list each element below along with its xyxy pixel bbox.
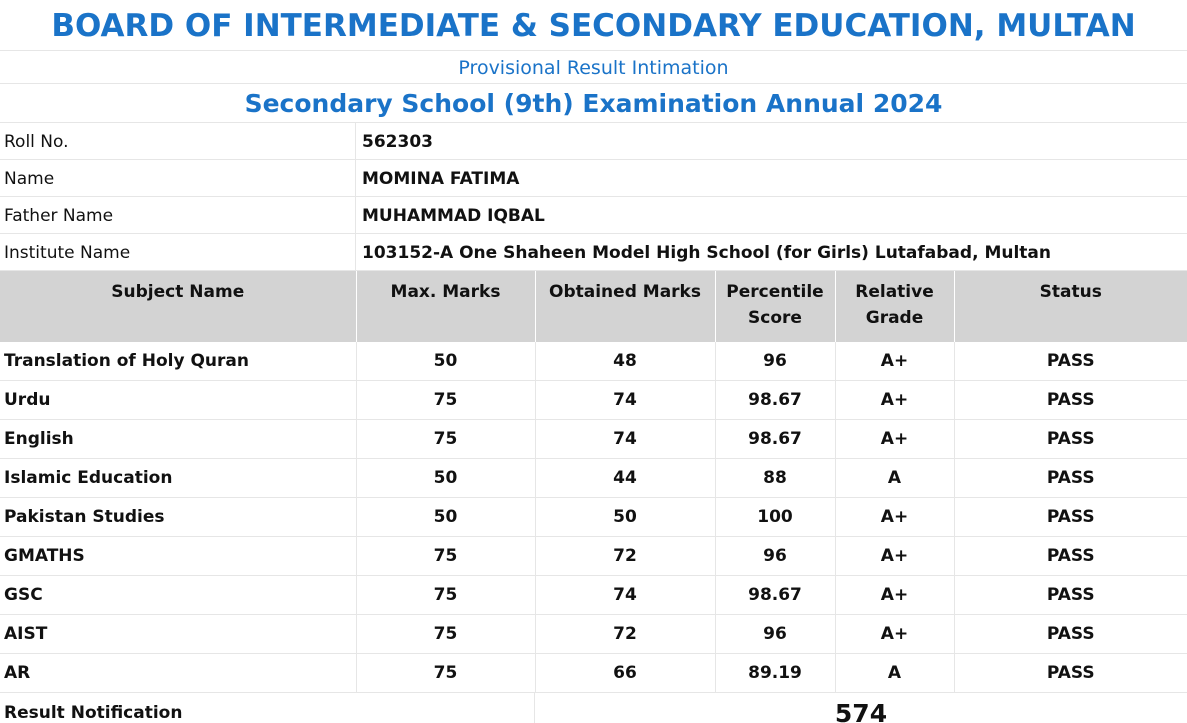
obtained-marks-cell: 74: [535, 576, 715, 615]
column-header-max-marks: Max. Marks: [356, 271, 535, 342]
subject-name-cell: GMATHS: [0, 537, 356, 576]
column-header-status: Status: [954, 271, 1187, 342]
percentile-score-cell: 89.19: [715, 654, 835, 693]
status-cell: PASS: [954, 576, 1187, 615]
table-row: [0, 420, 1187, 459]
roll-no-label: Roll No.: [0, 123, 356, 159]
relative-grade-cell: A+: [835, 498, 954, 537]
result-notification-row: [0, 693, 1187, 723]
column-header-relative-grade: Relative Grade: [835, 271, 954, 342]
max-marks-cell: 50: [356, 498, 535, 537]
table-row: [0, 615, 1187, 654]
column-header-percentile-score: Percentile Score: [715, 271, 835, 342]
obtained-marks-cell: 66: [535, 654, 715, 693]
student-info: [0, 123, 1187, 271]
marks-table-header: [0, 271, 1187, 342]
roll-no-value: 562303: [362, 132, 433, 152]
table-row: [0, 342, 1187, 381]
subject-name-cell: Islamic Education: [0, 459, 356, 498]
obtained-marks-cell: 44: [535, 459, 715, 498]
subject-name-cell: GSC: [0, 576, 356, 615]
institute-name-value: 103152-A One Shaheen Model High School (for Girls) Lutafabad, Multan: [362, 243, 1051, 263]
marks-table: [0, 271, 1187, 693]
column-header-subject-name: Subject Name: [0, 271, 356, 342]
subject-name-cell: AIST: [0, 615, 356, 654]
father-name-value: MUHAMMAD IQBAL: [362, 206, 545, 226]
info-row-father-name: [0, 197, 1187, 234]
marks-table-body: [0, 342, 1187, 693]
status-cell: PASS: [954, 342, 1187, 381]
subject-name-cell: AR: [0, 654, 356, 693]
relative-grade-cell: A+: [835, 615, 954, 654]
status-cell: PASS: [954, 654, 1187, 693]
obtained-marks-cell: 50: [535, 498, 715, 537]
relative-grade-cell: A+: [835, 576, 954, 615]
max-marks-cell: 75: [356, 420, 535, 459]
column-header-obtained-marks: Obtained Marks: [535, 271, 715, 342]
percentile-score-cell: 88: [715, 459, 835, 498]
total-marks: 574: [834, 699, 888, 723]
max-marks-cell: 75: [356, 654, 535, 693]
board-title: BOARD OF INTERMEDIATE & SECONDARY EDUCATION, MULTAN: [0, 0, 1187, 51]
max-marks-cell: 75: [356, 537, 535, 576]
status-cell: PASS: [954, 381, 1187, 420]
obtained-marks-cell: 74: [535, 420, 715, 459]
exam-title: Secondary School (9th) Examination Annual 2024: [0, 84, 1187, 123]
subject-name-cell: Urdu: [0, 381, 356, 420]
result-notification-label: Result Notification: [0, 693, 535, 723]
percentile-score-cell: 96: [715, 342, 835, 381]
relative-grade-cell: A+: [835, 342, 954, 381]
subject-name-cell: Pakistan Studies: [0, 498, 356, 537]
relative-grade-cell: A+: [835, 420, 954, 459]
relative-grade-cell: A: [835, 654, 954, 693]
obtained-marks-cell: 48: [535, 342, 715, 381]
father-name-label: Father Name: [0, 197, 356, 233]
status-cell: PASS: [954, 498, 1187, 537]
info-row-institute-name: [0, 234, 1187, 271]
intimation-subtitle: Provisional Result Intimation: [0, 51, 1187, 84]
info-row-name: [0, 160, 1187, 197]
name-label: Name: [0, 160, 356, 196]
relative-grade-cell: A+: [835, 537, 954, 576]
status-cell: PASS: [954, 537, 1187, 576]
max-marks-cell: 75: [356, 615, 535, 654]
table-row: [0, 498, 1187, 537]
table-row: [0, 459, 1187, 498]
max-marks-cell: 75: [356, 576, 535, 615]
percentile-score-cell: 100: [715, 498, 835, 537]
institute-name-label: Institute Name: [0, 234, 356, 270]
table-row: [0, 381, 1187, 420]
subject-name-cell: Translation of Holy Quran: [0, 342, 356, 381]
obtained-marks-cell: 74: [535, 381, 715, 420]
info-row-roll-no: [0, 123, 1187, 160]
percentile-score-cell: 96: [715, 615, 835, 654]
percentile-score-cell: 98.67: [715, 420, 835, 459]
table-row: [0, 576, 1187, 615]
obtained-marks-cell: 72: [535, 537, 715, 576]
obtained-marks-cell: 72: [535, 615, 715, 654]
percentile-score-cell: 98.67: [715, 576, 835, 615]
subject-name-cell: English: [0, 420, 356, 459]
name-value: MOMINA FATIMA: [362, 169, 520, 189]
status-cell: PASS: [954, 615, 1187, 654]
max-marks-cell: 50: [356, 342, 535, 381]
max-marks-cell: 50: [356, 459, 535, 498]
status-cell: PASS: [954, 420, 1187, 459]
table-row: [0, 654, 1187, 693]
percentile-score-cell: 98.67: [715, 381, 835, 420]
status-cell: PASS: [954, 459, 1187, 498]
relative-grade-cell: A+: [835, 381, 954, 420]
max-marks-cell: 75: [356, 381, 535, 420]
table-row: [0, 537, 1187, 576]
percentile-score-cell: 96: [715, 537, 835, 576]
relative-grade-cell: A: [835, 459, 954, 498]
